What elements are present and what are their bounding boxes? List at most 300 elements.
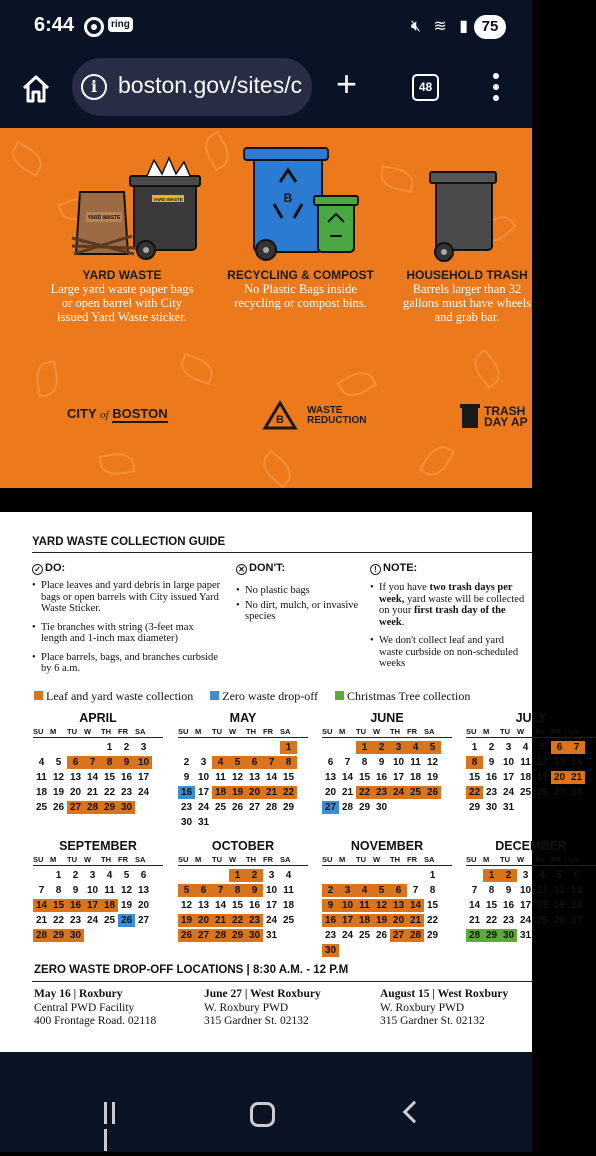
- recycling-block: [223, 268, 378, 310]
- calendar-day: 30: [67, 929, 84, 942]
- recent-apps-button[interactable]: [104, 1102, 126, 1124]
- calendar-day: 18: [519, 772, 532, 783]
- calendar-month-title: DECEMBER: [495, 839, 567, 853]
- lid-sticker-label: YARD WASTE: [153, 197, 183, 202]
- calendar-day: 30: [246, 929, 263, 942]
- calendar-month-title: APRIL: [79, 711, 117, 725]
- calendar-day: 6: [67, 756, 84, 769]
- calendar-day: 6: [390, 884, 407, 897]
- calendar-october: [178, 839, 308, 943]
- status-bar: [0, 0, 532, 56]
- calendar-day: 4: [106, 870, 113, 881]
- calendar-day: 5: [229, 756, 246, 769]
- calendar-days-grid: [322, 740, 452, 815]
- weekday-label: W: [229, 727, 237, 736]
- url-bar[interactable]: [72, 58, 312, 116]
- calendar-day: 31: [197, 817, 210, 828]
- calendar-day: 15: [426, 900, 439, 911]
- calendar-day: 26: [52, 802, 65, 813]
- calendar-day: 15: [358, 772, 371, 783]
- weekday-label: SU: [466, 727, 477, 736]
- home-icon[interactable]: [20, 73, 52, 105]
- calendar-day: 18: [409, 772, 422, 783]
- yard-waste-block: [47, 268, 197, 324]
- calendar-day: 16: [322, 914, 339, 927]
- calendar-day: 5: [373, 884, 390, 897]
- calendar-day: 29: [358, 802, 371, 813]
- calendar-day: 26: [178, 929, 195, 942]
- calendar-day: 28: [212, 929, 229, 942]
- calendar-day: 9: [505, 885, 512, 896]
- calendar-day: 27: [570, 915, 583, 926]
- calendar-day: 23: [69, 915, 82, 926]
- weekday-label: TH: [101, 855, 111, 864]
- calendar-day: 29: [426, 930, 439, 941]
- calendar-day: 9: [378, 757, 385, 768]
- calendar-day: 13: [570, 885, 583, 896]
- trash-title: HOUSEHOLD TRASH: [406, 268, 528, 282]
- calendar-month-title: OCTOBER: [211, 839, 275, 853]
- calendar-day: 17: [339, 914, 356, 927]
- calendar-day: 19: [178, 914, 195, 927]
- calendar-day: 30: [118, 801, 135, 814]
- calendar-day: 4: [285, 870, 292, 881]
- calendar-day: 8: [466, 756, 483, 769]
- weekday-label: M: [339, 855, 346, 864]
- new-tab-icon[interactable]: +: [336, 63, 358, 104]
- calendar-day: 14: [86, 772, 99, 783]
- calendar-day: 5: [424, 741, 441, 754]
- calendar-day: 23: [485, 787, 498, 798]
- calendar-day: 19: [536, 772, 549, 783]
- weekday-label: TU: [212, 855, 222, 864]
- calendar-day: 22: [229, 914, 246, 927]
- calendar-day: 12: [553, 885, 566, 896]
- calendar-day: 19: [553, 900, 566, 911]
- calendar-day: 24: [502, 787, 515, 798]
- weekday-label: W: [517, 855, 525, 864]
- weekday-label: W: [84, 727, 92, 736]
- calendar-day: 14: [468, 900, 481, 911]
- calendar-day: 5: [556, 870, 563, 881]
- calendar-day: 21: [568, 771, 585, 784]
- calendar-day: 9: [72, 885, 79, 896]
- status-time: 6:44: [34, 14, 75, 36]
- calendar-day: 6: [327, 757, 334, 768]
- weekday-label: SA: [135, 727, 146, 736]
- calendar-day: 1: [55, 870, 62, 881]
- note-item: • If you have two trash days per week, yard waste will be collected on your first trash day of the week.: [370, 582, 530, 628]
- calendar-day: 19: [373, 914, 390, 927]
- calendar-day: 5: [55, 757, 62, 768]
- calendar-month-title: JUNE: [370, 711, 404, 725]
- weekday-label: SA: [568, 727, 579, 736]
- weekday-label: TH: [534, 855, 544, 864]
- weekday-label: TU: [500, 727, 510, 736]
- calendar-day: 10: [86, 885, 99, 896]
- waste-banner-image: [0, 128, 532, 488]
- weekday-label: TH: [246, 855, 256, 864]
- calendar-day: 12: [373, 899, 390, 912]
- calendar-day: 16: [67, 899, 84, 912]
- calendar-day: 11: [520, 757, 531, 768]
- ring-badge: ring: [108, 17, 133, 32]
- calendar-june: [322, 711, 452, 815]
- calendar-day: 3: [522, 870, 529, 881]
- note-item: • We don't collect leaf and yard waste curbside on non-scheduled weeks: [370, 635, 530, 670]
- calendar-day: 17: [519, 900, 532, 911]
- calendar-day: 6: [551, 741, 568, 754]
- calendar-day: 21: [468, 915, 481, 926]
- calendar-day: 2: [500, 869, 517, 882]
- calendar-day: 10: [135, 756, 152, 769]
- calendar-day: 18: [35, 787, 48, 798]
- calendar-day: 8: [280, 756, 297, 769]
- calendar-day: 16: [178, 786, 195, 799]
- calendar-day: 2: [246, 869, 263, 882]
- yard-waste-desc: Large yard waste paper bags or open barrel with City issued Yard Waste sticker.: [50, 282, 194, 324]
- calendar-day: 17: [392, 772, 405, 783]
- calendar-day: 2: [488, 742, 495, 753]
- calendar-day: 24: [86, 915, 99, 926]
- weekday-label: TH: [246, 727, 256, 736]
- site-info-icon[interactable]: i: [81, 74, 107, 100]
- calendar-day: 11: [410, 757, 421, 768]
- calendar-day: 21: [35, 915, 48, 926]
- calendar-day: 14: [33, 899, 50, 912]
- calendar-day: 18: [282, 900, 295, 911]
- dont-item: • No plastic bags: [236, 585, 361, 597]
- weekday-label: M: [195, 727, 202, 736]
- calendar-day: 7: [263, 756, 280, 769]
- calendar-day: 10: [502, 757, 515, 768]
- calendar-day: 4: [356, 884, 373, 897]
- weekday-label: FR: [118, 855, 128, 864]
- note-list: [370, 582, 530, 677]
- dont-item: • No dirt, mulch, or invasive species: [236, 600, 361, 623]
- calendar-day: 29: [229, 929, 246, 942]
- calendar-december: [466, 839, 596, 943]
- calendar-day: 16: [248, 900, 261, 911]
- calendar-day: 31: [519, 930, 532, 941]
- weekday-label: M: [339, 727, 346, 736]
- calendar-day: 3: [200, 757, 207, 768]
- calendar-day: 11: [104, 885, 115, 896]
- calendar-day: 3: [268, 870, 275, 881]
- weekday-header: [33, 855, 163, 866]
- calendar-day: 1: [356, 741, 373, 754]
- calendar-day: 10: [339, 899, 356, 912]
- calendar-day: 1: [429, 870, 436, 881]
- dont-heading: ✕ DON'T:: [236, 562, 285, 575]
- weekday-label: FR: [263, 727, 273, 736]
- calendar-day: 27: [195, 929, 212, 942]
- calendar-day: 13: [390, 899, 407, 912]
- calendar-days-grid: [466, 740, 596, 815]
- calendar-days-grid: [33, 868, 163, 943]
- calendar-may: [178, 711, 308, 830]
- legend-zero-waste: Zero waste drop-off: [210, 689, 318, 704]
- weekday-label: TH: [101, 727, 111, 736]
- zero-waste-divider: [32, 981, 532, 982]
- location-block: May 16 | Roxbury Central PWD Facility 400 Frontage Road. 02118: [34, 988, 157, 1027]
- weekday-label: SU: [322, 855, 333, 864]
- trash-day-app-logo: TRASH DAY AP: [484, 404, 528, 429]
- calendar-legend: [34, 689, 484, 704]
- calendar-day: 28: [84, 801, 101, 814]
- weekday-label: FR: [551, 727, 561, 736]
- calendar-day: 5: [539, 742, 546, 753]
- calendar-day: 28: [407, 929, 424, 942]
- back-button[interactable]: [403, 1101, 426, 1124]
- recycling-title: RECYCLING & COMPOST: [227, 268, 374, 282]
- calendar-day: 2: [183, 757, 190, 768]
- calendar-day: 6: [140, 870, 147, 881]
- calendar-day: 30: [485, 802, 498, 813]
- weekday-label: SA: [280, 855, 291, 864]
- weekday-label: M: [195, 855, 202, 864]
- calendar-day: 9: [118, 756, 135, 769]
- weekday-label: SU: [178, 727, 189, 736]
- url-text[interactable]: boston.gov/sites/c: [118, 72, 303, 98]
- calendar-day: 12: [231, 772, 244, 783]
- calendar-day: 1: [106, 742, 113, 753]
- calendar-day: 20: [195, 914, 212, 927]
- calendar-day: 8: [229, 884, 246, 897]
- calendar-day: 15: [50, 899, 67, 912]
- calendar-day: 15: [468, 772, 481, 783]
- calendar-month-title: MAY: [229, 711, 257, 725]
- calendar-month-title: NOVEMBER: [350, 839, 424, 853]
- weekday-header: [322, 855, 452, 866]
- weekday-label: TH: [390, 727, 400, 736]
- calendar-day: 18: [536, 900, 549, 911]
- calendar-day: 13: [553, 757, 566, 768]
- calendar-july: [466, 711, 596, 815]
- tab-switcher-button[interactable]: 48: [412, 74, 439, 101]
- calendar-days-grid: [178, 740, 308, 830]
- calendar-day: 10: [265, 885, 278, 896]
- weekday-header: [322, 727, 452, 738]
- weekday-label: TU: [356, 727, 366, 736]
- calendar-day: 10: [197, 772, 210, 783]
- calendar-day: 31: [502, 802, 515, 813]
- waste-reduction-logo: WASTE REDUCTION: [307, 405, 367, 426]
- calendar-day: 7: [84, 756, 101, 769]
- trash-desc: Barrels larger than 32 gallons must have wheels and grab bar.: [402, 282, 532, 324]
- calendar-day: 4: [407, 741, 424, 754]
- calendar-day: 23: [180, 802, 193, 813]
- calendar-day: 28: [33, 929, 50, 942]
- calendar-day: 13: [137, 885, 150, 896]
- battery-icon: 75: [474, 15, 506, 39]
- calendar-day: 20: [69, 787, 82, 798]
- title-divider: [32, 552, 532, 553]
- svg-text:B: B: [283, 191, 293, 205]
- calendar-day: 13: [197, 900, 210, 911]
- calendar-day: 26: [553, 915, 566, 926]
- calendar-day: 23: [324, 930, 337, 941]
- calendar-day: 12: [120, 885, 133, 896]
- calendar-day: 14: [570, 757, 583, 768]
- weekday-label: SU: [322, 727, 333, 736]
- weekday-header: [33, 727, 163, 738]
- calendar-day: 15: [103, 772, 116, 783]
- guide-title: YARD WASTE COLLECTION GUIDE: [32, 536, 226, 548]
- calendar-day: 1: [229, 869, 246, 882]
- weekday-label: W: [373, 855, 381, 864]
- svg-text:B: B: [276, 414, 284, 426]
- calendar-day: 8: [488, 885, 495, 896]
- calendar-day: 30: [375, 802, 388, 813]
- note-heading: ! NOTE:: [370, 562, 417, 575]
- calendar-day: 27: [322, 801, 339, 814]
- weekday-label: TH: [390, 855, 400, 864]
- calendar-day: 23: [120, 787, 133, 798]
- calendar-day: 22: [52, 915, 65, 926]
- recycle-logo-icon: [262, 400, 298, 432]
- calendar-day: 26: [375, 930, 388, 941]
- calendar-day: 25: [536, 915, 549, 926]
- calendar-day: 1: [471, 742, 478, 753]
- calendar-day: 23: [502, 915, 515, 926]
- calendar-days-grid: [178, 868, 308, 943]
- calendar-day: 6: [195, 884, 212, 897]
- zero-waste-title: ZERO WASTE DROP-OFF LOCATIONS | 8:30 A.M. - 12 P.M: [34, 964, 349, 976]
- calendar-day: 2: [72, 870, 79, 881]
- calendar-day: 12: [52, 772, 65, 783]
- weekday-label: SA: [568, 855, 579, 864]
- calendar-day: 26: [424, 786, 441, 799]
- calendar-day: 27: [553, 787, 566, 798]
- weekday-label: TH: [534, 727, 544, 736]
- weekday-label: TU: [500, 855, 510, 864]
- weekday-header: [178, 855, 308, 866]
- calendar-day: 11: [36, 772, 47, 783]
- dont-list: [236, 585, 361, 630]
- calendar-day: 11: [283, 885, 294, 896]
- calendar-day: 11: [356, 899, 373, 912]
- weekday-label: TU: [67, 727, 77, 736]
- calendar-day: 21: [86, 787, 99, 798]
- calendar-day: 8: [55, 885, 62, 896]
- weekday-label: SU: [178, 855, 189, 864]
- calendar-day: 20: [246, 786, 263, 799]
- calendar-day: 8: [429, 885, 436, 896]
- calendar-day: 16: [375, 772, 388, 783]
- calendar-day: 24: [265, 915, 278, 926]
- calendar-day: 25: [519, 787, 532, 798]
- do-item: • Place barrels, bags, and branches curbside by 6 a.m.: [32, 652, 222, 675]
- calendar-day: 19: [120, 900, 133, 911]
- calendar-day: 29: [468, 802, 481, 813]
- calendar-days-grid: [33, 740, 163, 815]
- calendar-day: 8: [361, 757, 368, 768]
- calendar-day: 20: [137, 900, 150, 911]
- calendar-day: 22: [485, 915, 498, 926]
- location-block: June 27 | West Roxbury W. Roxbury PWD 315 Gardner St. 02132: [204, 988, 321, 1027]
- calendar-day: 10: [519, 885, 532, 896]
- yard-waste-illustration: [72, 158, 202, 262]
- calendar-day: 26: [536, 787, 549, 798]
- calendar-day: 31: [265, 930, 278, 941]
- calendar-day: 21: [407, 914, 424, 927]
- recycling-desc: No Plastic Bags inside recycling or compost bins.: [234, 282, 367, 310]
- weekday-label: SU: [33, 727, 44, 736]
- calendar-day: 19: [52, 787, 65, 798]
- calendar-day: 23: [373, 786, 390, 799]
- calendar-days-grid: [466, 868, 596, 943]
- calendar-day: 27: [248, 802, 261, 813]
- calendar-day: 19: [426, 772, 439, 783]
- weekday-label: FR: [407, 855, 417, 864]
- yard-waste-title: YARD WASTE: [82, 268, 162, 282]
- calendar-day: 17: [197, 787, 210, 798]
- calendar-day: 4: [38, 757, 45, 768]
- calendar-day: 17: [265, 900, 278, 911]
- calendar-day: 27: [390, 929, 407, 942]
- calendar-day: 22: [356, 786, 373, 799]
- calendar-day: 9: [322, 899, 339, 912]
- calendar-day: 18: [212, 786, 229, 799]
- calendar-day: 24: [519, 915, 532, 926]
- calendar-day: 26: [231, 802, 244, 813]
- calendar-november: [322, 839, 452, 958]
- weekday-label: M: [50, 727, 57, 736]
- weekday-label: SA: [424, 727, 435, 736]
- weekday-label: FR: [263, 855, 273, 864]
- weekday-header: [178, 727, 308, 738]
- calendar-day: 12: [426, 757, 439, 768]
- calendar-day: 28: [265, 802, 278, 813]
- calendar-day: 29: [483, 929, 500, 942]
- calendar-day: 22: [466, 786, 483, 799]
- calendar-day: 3: [339, 884, 356, 897]
- calendar-day: 2: [123, 742, 130, 753]
- overflow-menu-icon[interactable]: [493, 73, 499, 101]
- calendar-day: 11: [537, 885, 548, 896]
- weekday-label: W: [229, 855, 237, 864]
- calendar-day: 20: [324, 787, 337, 798]
- location-block: August 15 | West Roxbury W. Roxbury PWD 315 Gardner St. 02132: [380, 988, 509, 1027]
- weekday-label: SA: [280, 727, 291, 736]
- calendar-day: 16: [485, 772, 498, 783]
- calendar-day: 7: [412, 885, 419, 896]
- home-button[interactable]: [250, 1102, 275, 1127]
- do-heading: ✓ DO:: [32, 562, 65, 575]
- calendar-day: 14: [265, 772, 278, 783]
- weekday-label: TU: [356, 855, 366, 864]
- x-icon: ✕: [236, 564, 247, 575]
- calendar-day: 21: [212, 914, 229, 927]
- calendar-day: 9: [246, 884, 263, 897]
- calendar-day: 5: [123, 870, 130, 881]
- bag-label: YARD WASTE: [87, 215, 121, 221]
- do-list: [32, 580, 222, 682]
- calendar-day: 25: [358, 930, 371, 941]
- calendar-day: 20: [390, 914, 407, 927]
- calendar-day: 25: [214, 802, 227, 813]
- calendar-days-grid: [322, 868, 452, 958]
- calendar-day: 13: [69, 772, 82, 783]
- calendar-day: 9: [488, 757, 495, 768]
- calendar-day: 7: [38, 885, 45, 896]
- calendar-day: 25: [35, 802, 48, 813]
- calendar-day: 17: [137, 772, 150, 783]
- calendar-day: 17: [502, 772, 515, 783]
- calendar-day: 24: [197, 802, 210, 813]
- calendar-day: 12: [536, 757, 549, 768]
